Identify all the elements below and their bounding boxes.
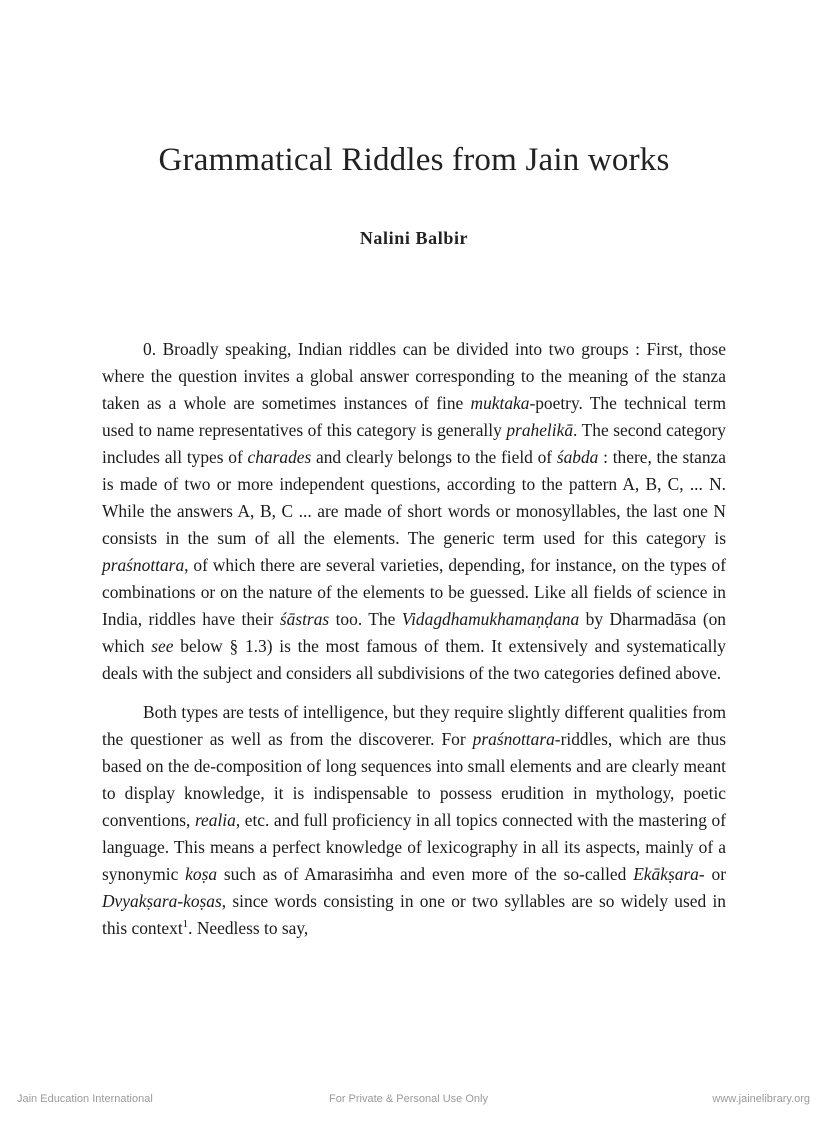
footer-publisher: Jain Education International bbox=[17, 1093, 153, 1105]
italic-term: see bbox=[151, 636, 174, 656]
text-run: , since words consisting in one or two syllables are so widely used in this context bbox=[102, 891, 726, 938]
text-run: : there, the stanza is made of two or more independent questions, according to the pattern A, B, C, ... N. While the answers A, B, C ... are made of short words or monosyllables, the last one N consists in the sum of all the elements. The generic term used for this category is bbox=[102, 447, 726, 548]
footnote-marker[interactable]: 1 bbox=[182, 918, 189, 931]
italic-term: realia bbox=[194, 810, 236, 830]
footer-website-link[interactable]: www.jainelibrary.org bbox=[712, 1093, 810, 1105]
text-run: 0. Broadly speaking, Indian riddles can be divided into two groups : First, those where the question invites a global answer corresponding to the meaning of the stanza taken as a whole are sometimes instances of fine bbox=[102, 339, 726, 413]
italic-term: Vidagdhamukhamaṇḍana bbox=[401, 609, 580, 629]
footer-usage-note: For Private & Personal Use Only bbox=[329, 1093, 488, 1105]
text-run: . Needless to say, bbox=[188, 918, 309, 938]
italic-term: Dvyakṣara-koṣas bbox=[102, 891, 222, 911]
text-run: -poetry. The technical term used to name representatives of this category is generally bbox=[102, 393, 726, 440]
text-run: below § 1.3) is the most famous of them. It extensively and systematically deals with the subject and considers all subdivisions of the two categories defined above. bbox=[102, 636, 726, 683]
text-run: -riddles, which are thus based on the de-composition of long sequences into small elements and are clearly meant to display knowledge, it is indispensable to possess erudition in mythology, poetic conventions, bbox=[102, 729, 726, 830]
text-run: Both types are tests of intelligence, but they require slightly different qualities from the questioner as well as from the discoverer. For bbox=[102, 702, 726, 749]
italic-term: muktaka bbox=[470, 393, 530, 413]
text-run: . The second category includes all types of bbox=[102, 420, 726, 467]
body-text bbox=[102, 336, 726, 942]
text-run: such as of Amarasiṁha and even more of the so-called bbox=[217, 864, 634, 884]
italic-term: śāstras bbox=[279, 609, 330, 629]
italic-term: praśnottara bbox=[472, 729, 555, 749]
text-run: too. The bbox=[329, 609, 402, 629]
italic-term: śabda bbox=[556, 447, 599, 467]
italic-term: charades bbox=[247, 447, 312, 467]
italic-term: koṣa bbox=[185, 864, 218, 884]
text-run: by Dharmadāsa (on which bbox=[102, 609, 726, 656]
text-run: - or bbox=[698, 864, 726, 884]
text-run: and clearly belongs to the field of bbox=[311, 447, 557, 467]
paragraph bbox=[102, 699, 726, 942]
text-run: , of which there are several varieties, depending, for instance, on the types of combinations or on the nature of the elements to be guessed. Like all fields of science in India, riddles have their bbox=[102, 555, 726, 629]
italic-term: Ekākṣara bbox=[633, 864, 699, 884]
italic-term: praśnottara bbox=[102, 555, 185, 575]
page-title: Grammatical Riddles from Jain works bbox=[158, 142, 670, 178]
author-name: Nalini Balbir bbox=[359, 228, 469, 248]
italic-term: prahelikā bbox=[506, 420, 574, 440]
page-footer bbox=[0, 1093, 828, 1107]
text-run: , etc. and full proficiency in all topics connected with the mastering of language. This means a perfect knowledge of lexicography in all its aspects, mainly of a synonymic bbox=[102, 810, 726, 884]
paragraph bbox=[102, 336, 726, 687]
